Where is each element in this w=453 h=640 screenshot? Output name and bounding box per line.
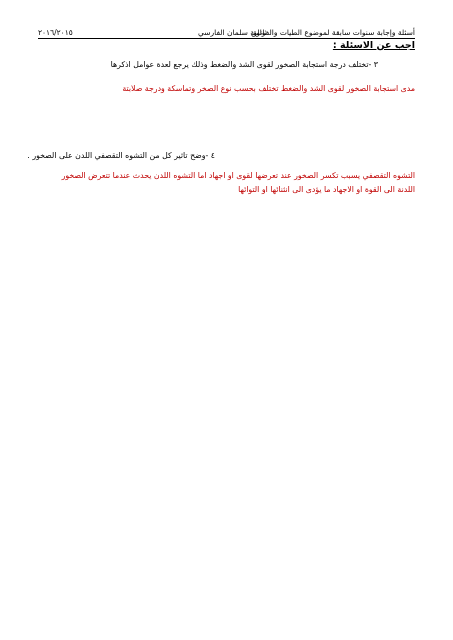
header-divider <box>38 38 415 39</box>
question-4: ٤ -وضح تاثير كل من التشوه التقصفي اللدن على الصخور . <box>27 151 215 160</box>
answer-4-line-1: التشوه التقصفي يسبب تكسر الصخور عند تعرضها لقوى او اجهاد اما التشوه اللدن يحدث عندما تتعرض الصخور <box>61 171 415 180</box>
answer-3-line-1: مدى استجابة الصخور لقوى الشد والضغط تختلف بحسب نوع الصخر وتماسكة ودرجة صلابتة <box>122 84 415 93</box>
header-year: ٢٠١٦/٢٠١٥ <box>38 28 73 37</box>
header-title: أسئلة وإجابة سنوات سابقة لموضوع الطيات والفوالق <box>251 28 415 37</box>
header-school-name: ثانوية سلمان الفارسي <box>198 28 267 37</box>
section-heading: اجب عن الاسئلة : <box>332 40 415 51</box>
question-3: ٣ -تختلف درجة استجابة الصخور لقوى الشد والضغط وذلك يرجع لعدة عوامل اذكرها <box>110 60 378 69</box>
answer-4-line-2: اللدنة الى القوة او الاجهاد ما يؤدى الى انثنائها او التوائها <box>238 185 415 194</box>
